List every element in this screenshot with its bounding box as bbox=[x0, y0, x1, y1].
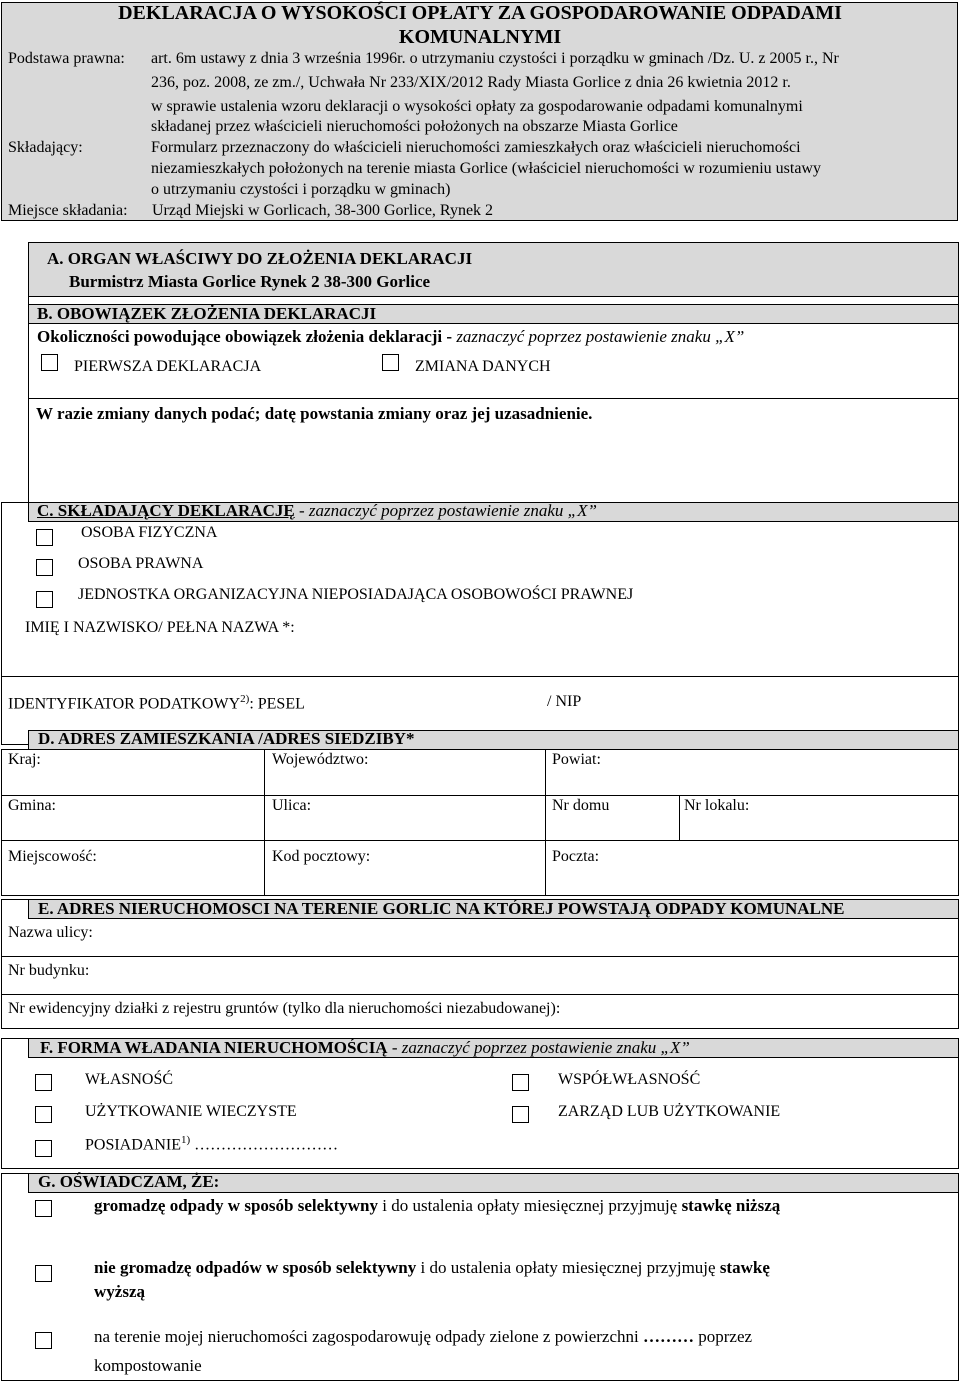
change-note: W razie zmiany danych podać; datę powstania zmiany oraz jej uzasadnienie. bbox=[36, 404, 593, 423]
co-ownership-checkbox[interactable] bbox=[512, 1074, 529, 1091]
first-declaration-label: PIERWSZA DEKLARACJA bbox=[74, 358, 262, 375]
legal-basis-line: art. 6m ustawy z dnia 3 września 1996r. o utrzymaniu czystości i porządku w gminach /Dz. U. z 2005 r., Nr bbox=[151, 50, 839, 67]
legal-basis-line: w sprawie ustalenia wzoru deklaracji o wysokości opłaty za gospodarowanie odpadami komunalnymi bbox=[151, 98, 803, 115]
section-c-title bbox=[37, 501, 597, 521]
legal-person-checkbox[interactable] bbox=[36, 559, 53, 576]
locality-field[interactable]: Miejscowość: bbox=[8, 848, 97, 865]
submission-place-label: Miejsce składania: bbox=[8, 202, 128, 219]
legal-basis-line: składanej przez właścicieli nieruchomości położonych na obszarze Miasta Gorlice bbox=[151, 118, 678, 135]
management-label: ZARZĄD LUB UŻYTKOWANIE bbox=[558, 1103, 781, 1120]
footnote-ref: 1) bbox=[181, 1134, 191, 1146]
section-b-title: B. OBOWIĄZEK ZŁOŻENIA DEKLARACJI bbox=[37, 304, 377, 323]
ownership-label: WŁASNOŚĆ bbox=[85, 1071, 174, 1088]
plot-number-field[interactable]: Nr ewidencyjny działki z rejestru gruntów (tylko dla nieruchomości niezabudowanej): bbox=[8, 1000, 561, 1017]
composting-statement bbox=[94, 1327, 752, 1347]
natural-person-label: OSOBA FIZYCZNA bbox=[81, 524, 218, 541]
full-name-label: IMIĘ I NAZWISKO/ PEŁNA NAZWA *: bbox=[25, 619, 295, 636]
perpetual-usufruct-checkbox[interactable] bbox=[35, 1106, 52, 1123]
co-ownership-label: WSPÓŁWŁASNOŚĆ bbox=[558, 1071, 701, 1088]
pesel-label: : PESEL bbox=[249, 695, 305, 713]
non-selective-mid: i do ustalenia opłaty miesięcznej przyjmuję bbox=[416, 1258, 720, 1277]
first-declaration-checkbox[interactable] bbox=[41, 354, 58, 371]
section-c-sep: - bbox=[294, 501, 309, 520]
divider bbox=[1, 795, 959, 796]
selective-collection-statement bbox=[94, 1196, 780, 1216]
filer-description: niezamieszkałych położonych na terenie miasta Gorlice (właściciel nieruchomości w rozumieniu ustawy bbox=[151, 160, 821, 177]
section-f-sep: - bbox=[387, 1038, 402, 1057]
composting-text: na terenie mojej nieruchomości zagospodarowuję odpady zielone z powierzchni bbox=[94, 1327, 639, 1346]
filer-description: o utrzymaniu czystości i porządku w gminach) bbox=[151, 181, 451, 198]
divider bbox=[1, 956, 959, 957]
section-b-circumstances bbox=[37, 327, 744, 347]
mark-x-hint: zaznaczyć poprzez postawienie znaku „X” bbox=[456, 327, 745, 346]
lower-rate: stawkę niższą bbox=[681, 1196, 781, 1215]
commune-field[interactable]: Gmina: bbox=[8, 797, 56, 814]
perpetual-usufruct-label: UŻYTKOWANIE WIECZYSTE bbox=[85, 1103, 297, 1120]
legal-person-label: OSOBA PRAWNA bbox=[78, 555, 204, 572]
circumstances-text: Okoliczności powodujące obowiązek złożenia deklaracji - bbox=[37, 327, 453, 346]
selective-collection-checkbox[interactable] bbox=[35, 1200, 52, 1217]
section-e-title: E. ADRES NIERUCHOMOSCI NA TERENIE GORLIC NA KTÓREJ POWSTAJĄ ODPADY KOMUNALNE bbox=[38, 899, 845, 918]
selective-mid: i do ustalenia opłaty miesięcznej przyjmuję bbox=[378, 1196, 682, 1215]
non-selective-collection-statement bbox=[94, 1258, 770, 1278]
divider bbox=[1, 840, 959, 841]
filer-description: Formularz przeznaczony do właścicieli nieruchomości zamieszkałych oraz właścicieli nieruchomości bbox=[151, 139, 801, 156]
street-name-field[interactable]: Nazwa ulicy: bbox=[8, 924, 93, 941]
ownership-checkbox[interactable] bbox=[35, 1074, 52, 1091]
mark-x-hint: zaznaczyć poprzez postawienie znaku „X” bbox=[401, 1038, 690, 1057]
section-g-title: G. OŚWIADCZAM, ŻE: bbox=[38, 1172, 220, 1191]
building-number-field[interactable]: Nr budynku: bbox=[8, 962, 90, 979]
nip-label: / NIP bbox=[547, 693, 582, 710]
legal-basis-label: Podstawa prawna: bbox=[8, 50, 125, 67]
data-change-checkbox[interactable] bbox=[382, 354, 399, 371]
post-office-field[interactable]: Poczta: bbox=[552, 848, 600, 865]
divider bbox=[28, 398, 959, 399]
section-d-title: D. ADRES ZAMIESZKANIA /ADRES SIEDZIBY* bbox=[38, 729, 415, 748]
legal-basis-line: 236, poz. 2008, ze zm./, Uchwała Nr 233/XIX/2012 Rady Miasta Gorlice z dnia 26 kwietnia 2012 r. bbox=[151, 74, 791, 91]
possession-dots: ……………………… bbox=[190, 1136, 339, 1154]
tax-id-label-text: IDENTYFIKATOR PODATKOWY bbox=[8, 695, 241, 713]
submission-place-value: Urząd Miejski w Gorlicach, 38-300 Gorlice, Rynek 2 bbox=[152, 202, 494, 219]
natural-person-checkbox[interactable] bbox=[36, 529, 53, 546]
tax-id-label bbox=[8, 693, 305, 713]
non-selective-text: nie gromadzę odpadów w sposób selektywny bbox=[94, 1258, 417, 1277]
composting-tail: poprzez bbox=[694, 1327, 753, 1346]
section-c-title-text: C. SKŁADAJĄCY DEKLARACJĘ bbox=[37, 501, 295, 520]
section-f-title bbox=[40, 1038, 690, 1058]
possession-text: POSIADANIE bbox=[85, 1136, 181, 1154]
divider bbox=[679, 795, 680, 840]
form-title: DEKLARACJA O WYSOKOŚCI OPŁATY ZA GOSPODAROWANIE ODPADAMI bbox=[118, 2, 842, 24]
non-selective-collection-checkbox[interactable] bbox=[35, 1265, 52, 1282]
divider bbox=[1, 676, 959, 677]
organizational-unit-checkbox[interactable] bbox=[36, 591, 53, 608]
flat-number-field[interactable]: Nr lokalu: bbox=[684, 797, 750, 814]
selective-text: gromadzę odpady w sposób selektywny bbox=[94, 1196, 379, 1215]
data-change-label: ZMIANA DANYCH bbox=[415, 358, 551, 375]
address-grid bbox=[1, 749, 959, 896]
composting-line2: kompostowanie bbox=[94, 1356, 202, 1375]
higher-rate-line2: wyższą bbox=[94, 1282, 145, 1301]
mark-x-hint: zaznaczyć poprzez postawienie znaku „X” bbox=[308, 501, 597, 520]
house-number-field[interactable]: Nr domu bbox=[552, 797, 610, 814]
divider bbox=[264, 749, 265, 896]
possession-checkbox[interactable] bbox=[35, 1140, 52, 1157]
country-field[interactable]: Kraj: bbox=[8, 751, 41, 768]
possession-label bbox=[85, 1134, 338, 1154]
composting-checkbox[interactable] bbox=[35, 1332, 52, 1349]
divider bbox=[545, 749, 546, 896]
higher-rate: stawkę bbox=[719, 1258, 770, 1277]
street-field[interactable]: Ulica: bbox=[272, 797, 312, 814]
organizational-unit-label: JEDNOSTKA ORGANIZACYJNA NIEPOSIADAJĄCA OSOBOWOŚCI PRAWNEJ bbox=[78, 586, 634, 603]
form-title-line2: KOMUNALNYMI bbox=[398, 26, 562, 48]
management-checkbox[interactable] bbox=[512, 1106, 529, 1123]
postal-code-field[interactable]: Kod pocztowy: bbox=[272, 848, 371, 865]
divider bbox=[1, 994, 959, 995]
area-dots: ……… bbox=[638, 1327, 694, 1346]
county-field[interactable]: Powiat: bbox=[552, 751, 601, 768]
footnote-ref: 2) bbox=[240, 693, 250, 705]
section-f-title-text: F. FORMA WŁADANIA NIERUCHOMOŚCIĄ bbox=[40, 1038, 388, 1057]
section-a-title: A. ORGAN WŁAŚCIWY DO ZŁOŻENIA DEKLARACJI bbox=[47, 249, 473, 268]
voivodeship-field[interactable]: Województwo: bbox=[272, 751, 369, 768]
tax-authority: Burmistrz Miasta Gorlice Rynek 2 38-300 Gorlice bbox=[69, 272, 431, 291]
filer-label: Składający: bbox=[8, 139, 83, 156]
